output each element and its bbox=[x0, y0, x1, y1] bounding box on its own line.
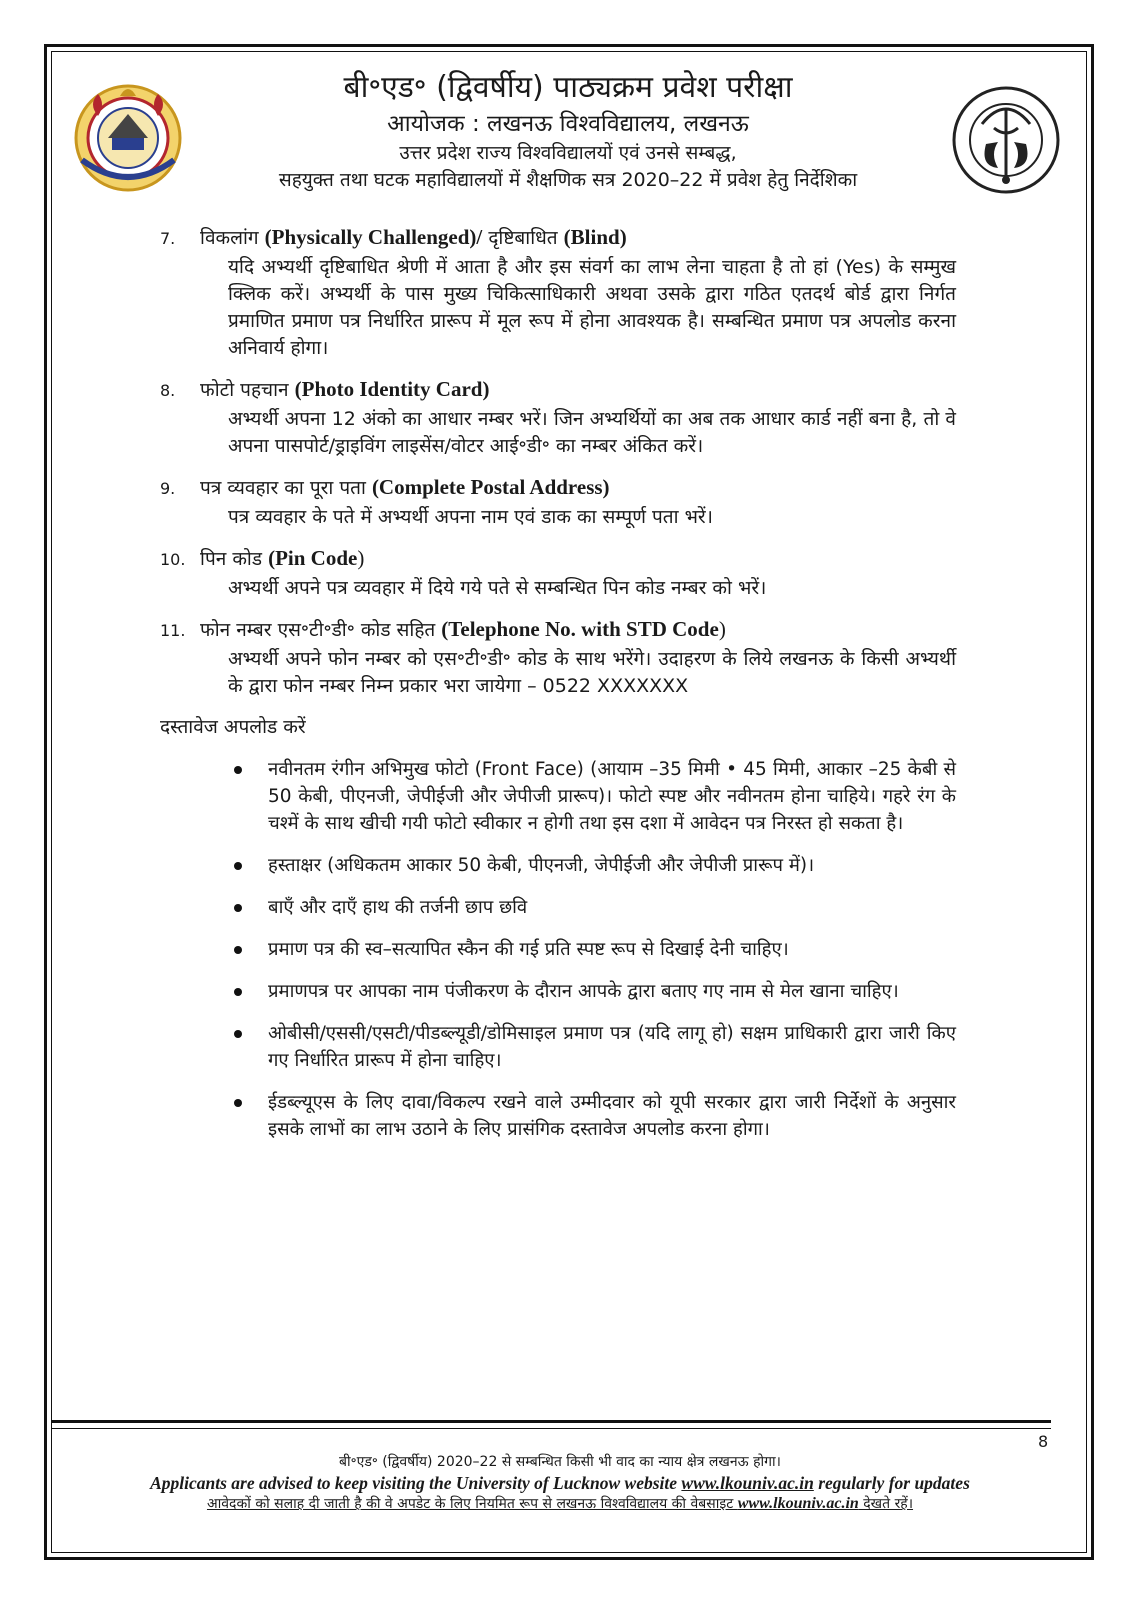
section-pin-code bbox=[160, 543, 960, 602]
university-emblem-logo bbox=[68, 76, 188, 196]
section-title-hindi: पिन कोड bbox=[200, 548, 263, 570]
footer-hindi-text: आवेदकों को सलाह दी जाती है की वे अपडेट के लिए नियमित रूप से लखनऊ विश्वविद्यालय की वेबसाइट bbox=[206, 1496, 738, 1512]
section-heading bbox=[160, 222, 960, 254]
section-body: अभ्यर्थी अपना 12 अंको का आधार नम्बर भरें। जिन अभ्यर्थियों का अब तक आधार कार्ड नहीं बना है, तो वे अपना पासपोर्ट/ड्राइविंग लाइसेंस/वोटर आई॰डी॰ का नम्बर अंकित करें। bbox=[228, 408, 956, 457]
footer-hindi-text-end: देखते रहें। bbox=[858, 1496, 914, 1512]
upload-requirements-list bbox=[160, 756, 956, 1143]
section-photo-identity bbox=[160, 374, 960, 460]
section-number: 7. bbox=[160, 229, 176, 248]
section-number: 8. bbox=[160, 381, 176, 400]
section-body: अभ्यर्थी अपने फोन नम्बर को एस॰टी॰डी॰ कोड के साथ भरेंगे। उदाहरण के लिये लखनऊ के किसी अभ्यर्थी के द्वारा फोन नम्बर निम्न प्रकार भरा जायेगा – 0522 XXXXXXX bbox=[228, 648, 956, 697]
section-title-english: (Photo Identity Card) bbox=[294, 377, 490, 401]
header-line-3: उत्तर प्रदेश राज्य विश्वविद्यालयों एवं उनसे सम्बद्ध, bbox=[399, 142, 737, 164]
section-title-english: (Physically Challenged)/ bbox=[264, 225, 483, 249]
footer-rule-thick bbox=[51, 1420, 1051, 1423]
section-title-english: (Pin Code bbox=[268, 546, 358, 570]
section-title-close: ) bbox=[357, 546, 365, 570]
section-title-english: (Complete Postal Address) bbox=[371, 475, 610, 499]
section-telephone bbox=[160, 614, 960, 700]
section-physically-challenged bbox=[160, 222, 960, 362]
section-body: अभ्यर्थी अपने पत्र व्यवहार में दिये गये पते से सम्बन्धित पिन कोड नम्बर को भरें। bbox=[228, 577, 767, 599]
footer-jurisdiction: बी॰एड॰ (द्विवर्षीय) 2020–22 से सम्बन्धित किसी भी वाद का न्याय क्षेत्र लखनऊ होगा। bbox=[339, 1454, 781, 1470]
footer-english-text: Applicants are advised to keep visiting the University of Lucknow website bbox=[150, 1473, 682, 1493]
section-title-hindi: पत्र व्यवहार का पूरा पता bbox=[200, 477, 366, 499]
footer-english-notice bbox=[70, 1472, 1050, 1494]
section-number: 9. bbox=[160, 479, 176, 498]
up-government-seal-logo bbox=[950, 84, 1062, 196]
section-title-hindi: फोटो पहचान bbox=[200, 379, 289, 401]
section-heading bbox=[160, 614, 960, 646]
list-item: हस्ताक्षर (अधिकतम आकार 50 केबी, पीएनजी, जेपीईजी और जेपीजी प्रारूप में)। bbox=[268, 852, 956, 879]
section-heading bbox=[160, 543, 960, 575]
upload-documents-heading: दस्तावेज अपलोड करें bbox=[160, 716, 306, 738]
list-item: नवीनतम रंगीन अभिमुख फोटो (Front Face) (आयाम –35 मिमी • 45 मिमी, आकार –25 केबी से 50 केबी, पीएनजी, जेपीईजी और जेपीजी प्रारूप)। फोटो स्पष्ट और नवीनतम होना चाहिये। गहरे रंग के चश्में के साथ खीची गयी फोटो स्वीकार न होगी तथा इस दशा में आवेदन पत्र निरस्त हो सकता है। bbox=[268, 756, 956, 837]
list-item: प्रमाणपत्र पर आपका नाम पंजीकरण के दौरान आपके द्वारा बताए गए नाम से मेल खाना चाहिए। bbox=[268, 978, 956, 1005]
exam-title: बी॰एड॰ (द्विवर्षीय) पाठ्यक्रम प्रवेश परीक्षा bbox=[343, 70, 793, 105]
list-item: ईडब्ल्यूएस के लिए दावा/विकल्प रखने वाले उम्मीदवार को यूपी सरकार द्वारा जारी निर्देशों के अनुसार इसके लाभों का लाभ उठाने के लिए प्रासंगिक दस्तावेज अपलोड करना होगा। bbox=[268, 1089, 956, 1143]
section-number: 11. bbox=[160, 621, 186, 640]
instructions-content bbox=[160, 222, 960, 1158]
list-item: बाएँ और दाएँ हाथ की तर्जनी छाप छवि bbox=[268, 894, 956, 921]
section-title-close: ) bbox=[718, 617, 726, 641]
section-body: यदि अभ्यर्थी दृष्टिबाधित श्रेणी में आता है और इस संवर्ग का लाभ लेना चाहता है तो हां (Yes) के सम्मुख क्लिक करें। अभ्यर्थी के पास मुख्य चिकित्साधिकारी अथवा उसके द्वारा गठित एतदर्थ बोर्ड द्वारा निर्गत प्रमाणित प्रमाण पत्र निर्धारित प्रारूप में मूल रूप में होना आवश्यक है। सम्बन्धित प्रमाण पत्र अपलोड करना अनिवार्य होगा। bbox=[228, 256, 956, 359]
footer-english-text-end: regularly for updates bbox=[813, 1473, 970, 1493]
section-title-english-2: (Blind) bbox=[563, 225, 627, 249]
list-item: ओबीसी/एससी/एसटी/पीडब्ल्यूडी/डोमिसाइल प्रमाण पत्र (यदि लागू हो) सक्षम प्राधिकारी द्वारा जारी किए गए निर्धारित प्रारूप में होना चाहिए। bbox=[268, 1020, 956, 1074]
section-body: पत्र व्यवहार के पते में अभ्यर्थी अपना नाम एवं डाक का सम्पूर्ण पता भरें। bbox=[228, 506, 713, 528]
footer-hindi-notice bbox=[70, 1494, 1050, 1514]
section-heading bbox=[160, 374, 960, 406]
document-header bbox=[190, 68, 946, 194]
section-title-hindi: विकलांग bbox=[200, 227, 259, 249]
website-link[interactable]: www.lkouniv.ac.in bbox=[681, 1473, 814, 1493]
page-number: 8 bbox=[1038, 1432, 1049, 1451]
section-number: 10. bbox=[160, 550, 186, 569]
section-title-hindi-2: दृष्टिबाधित bbox=[488, 227, 558, 249]
section-heading bbox=[160, 472, 960, 504]
header-line-4: सहयुक्त तथा घटक महाविद्यालयों में शैक्षणिक सत्र 2020–22 में प्रवेश हेतु निर्देशिका bbox=[278, 169, 858, 191]
section-title-hindi: फोन नम्बर एस॰टी॰डी॰ कोड सहित bbox=[200, 619, 436, 641]
organizer-line: आयोजक : लखनऊ विश्वविद्यालय, लखनऊ bbox=[387, 111, 749, 137]
website-link-hindi[interactable]: www.lkouniv.ac.in bbox=[737, 1495, 859, 1512]
section-postal-address bbox=[160, 472, 960, 531]
footer-rule-thin bbox=[51, 1428, 1051, 1429]
page-footer bbox=[70, 1452, 1050, 1514]
section-title-english: (Telephone No. with STD Code bbox=[441, 617, 719, 641]
list-item: प्रमाण पत्र की स्व–सत्यापित स्कैन की गई प्रति स्पष्ट रूप से दिखाई देनी चाहिए। bbox=[268, 936, 956, 963]
